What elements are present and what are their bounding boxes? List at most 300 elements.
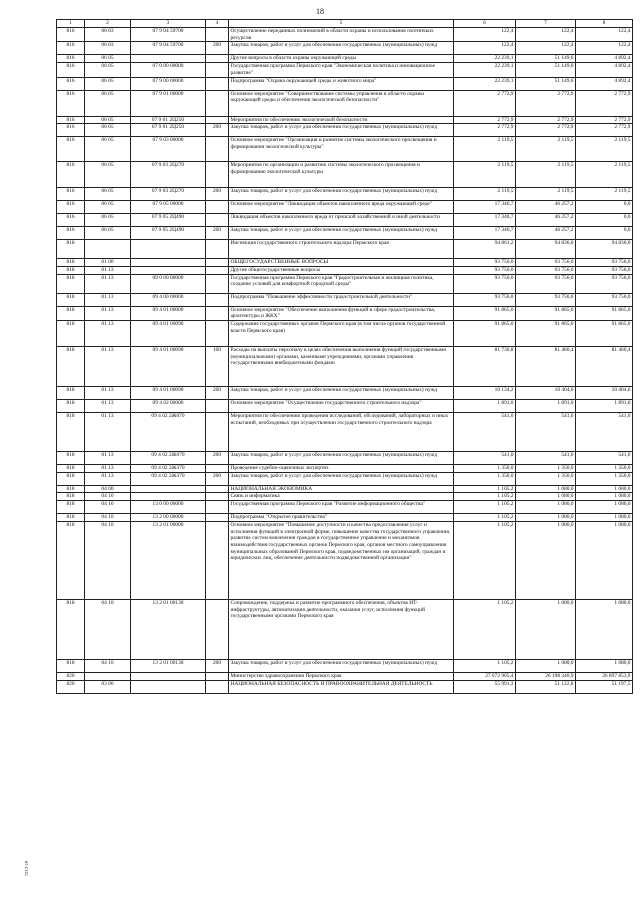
- cell-admin-code: 818: [57, 493, 85, 501]
- cell-target-article: 13 2 00 00000: [131, 514, 206, 522]
- cell-amount-year-3: 0,0: [576, 201, 633, 214]
- table-row: [57, 680, 633, 693]
- cell-admin-code: 818: [57, 521, 85, 599]
- cell-amount-year-2: 2 772,9: [516, 116, 576, 124]
- cell-admin-code: 818: [57, 514, 85, 522]
- cell-amount-year-1: 2 772,9: [454, 90, 516, 116]
- table-row: [57, 493, 633, 501]
- cell-target-article: [131, 259, 206, 267]
- cell-description: Основное мероприятие "Обеспечение выполнения функций в сфере градостроительства, архитектуры и ЖКХ": [229, 306, 454, 320]
- cell-amount-year-3: 1 080,0: [576, 493, 633, 501]
- cell-amount-year-3: 91 865,0: [576, 306, 633, 320]
- cell-section-code: 06 05: [85, 201, 131, 214]
- table-row: [57, 214, 633, 227]
- cell-target-article: 09 4 02 00000: [131, 400, 206, 413]
- cell-amount-year-2: 1 350,0: [516, 465, 576, 473]
- cell-amount-year-2: 93 756,0: [516, 274, 576, 293]
- cell-expense-type: [206, 116, 229, 124]
- cell-amount-year-3: 10 404,6: [576, 387, 633, 400]
- cell-target-article: 09 4 02 2Ж070: [131, 452, 206, 465]
- cell-target-article: [131, 672, 206, 680]
- cell-amount-year-2: 1 080,0: [516, 514, 576, 522]
- cell-description: Проведение судебно-оценочных экспертиз: [229, 465, 454, 473]
- cell-amount-year-3: 0,0: [576, 227, 633, 240]
- cell-admin-code: 820: [57, 672, 85, 680]
- cell-amount-year-1: 94 861,2: [454, 240, 516, 259]
- cell-amount-year-1: 2 772,9: [454, 124, 516, 137]
- cell-section-code: 06 05: [85, 227, 131, 240]
- cell-amount-year-3: 122,4: [576, 28, 633, 42]
- cell-amount-year-1: 91 865,0: [454, 306, 516, 320]
- table-row: [57, 124, 633, 137]
- table-row: [57, 116, 633, 124]
- cell-section-code: 04 10: [85, 521, 131, 599]
- cell-description: Сопровождение, поддержка и развитие программного обеспечения, объектов ИТ-инфраструктуры, автоматизация деятельности, оказания услуг, исполнения функций государственными органами Пермского края: [229, 599, 454, 659]
- cell-description: Мероприятия по обеспечению проведения исследований, обследований, лабораторных и иных испытаний, необходимых при осуществлении государственного строительного надзора: [229, 413, 454, 452]
- cell-description: Закупка товаров, работ и услуг для обеспечения государственных (муниципальных) нужд: [229, 124, 454, 137]
- cell-section-code: 01 13: [85, 452, 131, 465]
- cell-target-article: 13 0 00 00000: [131, 501, 206, 514]
- cell-description: Закупка товаров, работ и услуг для обеспечения государственных (муниципальных) нужд: [229, 42, 454, 55]
- cell-amount-year-3: 2 119,5: [576, 188, 633, 201]
- cell-admin-code: 818: [57, 413, 85, 452]
- cell-admin-code: 818: [57, 293, 85, 306]
- cell-target-article: 07 9 04 59700: [131, 28, 206, 42]
- table-row: [57, 599, 633, 659]
- cell-amount-year-3: 2 119,5: [576, 137, 633, 162]
- cell-description: НАЦИОНАЛЬНАЯ БЕЗОПАСНОСТЬ И ПРАВООХРАНИТЕЛЬНАЯ ДЕЯТЕЛЬНОСТЬ: [229, 680, 454, 693]
- cell-target-article: [131, 240, 206, 259]
- cell-amount-year-3: 122,4: [576, 42, 633, 55]
- cell-target-article: 07 9 03 00000: [131, 137, 206, 162]
- cell-amount-year-2: 1 080,0: [516, 599, 576, 659]
- cell-target-article: 07 9 01 2Ц250: [131, 116, 206, 124]
- table-row: [57, 521, 633, 599]
- cell-target-article: 09 4 01 00090: [131, 387, 206, 400]
- cell-section-code: 06 05: [85, 77, 131, 90]
- cell-section-code: 01 13: [85, 413, 131, 452]
- cell-expense-type: 200: [206, 124, 229, 137]
- cell-admin-code: 818: [57, 240, 85, 259]
- cell-expense-type: [206, 306, 229, 320]
- cell-expense-type: [206, 465, 229, 473]
- cell-description: Осуществление переданных полномочий в области охраны и использования охотничьих ресурсов: [229, 28, 454, 42]
- cell-amount-year-3: 1 080,0: [576, 521, 633, 599]
- cell-amount-year-1: 1 105,2: [454, 599, 516, 659]
- cell-target-article: [131, 493, 206, 501]
- cell-admin-code: 816: [57, 63, 85, 77]
- cell-amount-year-1: 93 756,0: [454, 266, 516, 274]
- cell-description: Закупка товаров, работ и услуг для обеспечения государственных (муниципальных) нужд: [229, 387, 454, 400]
- cell-target-article: 09 4 01 00000: [131, 306, 206, 320]
- cell-section-code: 01 00: [85, 259, 131, 267]
- cell-admin-code: 818: [57, 274, 85, 293]
- cell-amount-year-1: 122,4: [454, 28, 516, 42]
- cell-amount-year-3: 2 772,9: [576, 90, 633, 116]
- cell-section-code: 06 05: [85, 162, 131, 188]
- cell-admin-code: 818: [57, 465, 85, 473]
- table-row: [57, 137, 633, 162]
- table-row: [57, 90, 633, 116]
- cell-description: Закупка товаров, работ и услуг для обеспечения государственных (муниципальных) нужд: [229, 188, 454, 201]
- cell-expense-type: [206, 63, 229, 77]
- cell-amount-year-2: 1 080,0: [516, 485, 576, 493]
- cell-amount-year-2: 2 772,9: [516, 90, 576, 116]
- cell-amount-year-1: 17 346,7: [454, 227, 516, 240]
- cell-admin-code: 818: [57, 400, 85, 413]
- cell-amount-year-2: 51 122,8: [516, 680, 576, 693]
- cell-expense-type: [206, 55, 229, 63]
- cell-section-code: 06 05: [85, 124, 131, 137]
- cell-admin-code: 816: [57, 77, 85, 90]
- cell-admin-code: 818: [57, 659, 85, 672]
- cell-section-code: 04 10: [85, 501, 131, 514]
- cell-amount-year-3: 541,0: [576, 413, 633, 452]
- cell-admin-code: 816: [57, 214, 85, 227]
- table-row: [57, 347, 633, 387]
- cell-amount-year-3: 1 350,0: [576, 472, 633, 485]
- cell-target-article: 07 9 05 2Ц490: [131, 227, 206, 240]
- cell-amount-year-2: 93 756,0: [516, 293, 576, 306]
- cell-expense-type: [206, 77, 229, 90]
- cell-section-code: 04 10: [85, 599, 131, 659]
- cell-section-code: 01 13: [85, 400, 131, 413]
- cell-amount-year-1: 22 239,1: [454, 55, 516, 63]
- cell-amount-year-3: 1 080,0: [576, 485, 633, 493]
- cell-expense-type: [206, 521, 229, 599]
- table-row: [57, 306, 633, 320]
- cell-admin-code: 818: [57, 472, 85, 485]
- cell-expense-type: [206, 28, 229, 42]
- cell-expense-type: [206, 493, 229, 501]
- cell-amount-year-3: 26 897 853,9: [576, 672, 633, 680]
- cell-amount-year-2: 1 891,0: [516, 400, 576, 413]
- cell-expense-type: [206, 321, 229, 347]
- cell-target-article: [131, 485, 206, 493]
- cell-expense-type: [206, 293, 229, 306]
- header-col-8: 8: [576, 20, 633, 28]
- cell-expense-type: [206, 214, 229, 227]
- cell-description: Закупка товаров, работ и услуг для обеспечения государственных (муниципальных) нужд: [229, 452, 454, 465]
- cell-description: НАЦИОНАЛЬНАЯ ЭКОНОМИКА: [229, 485, 454, 493]
- cell-section-code: 01 13: [85, 321, 131, 347]
- cell-amount-year-3: 4 892,4: [576, 77, 633, 90]
- cell-amount-year-3: 93 756,0: [576, 274, 633, 293]
- cell-expense-type: [206, 400, 229, 413]
- cell-section-code: 06 05: [85, 90, 131, 116]
- cell-admin-code: 816: [57, 55, 85, 63]
- cell-description: Мероприятия по обеспечению экологической безопасности: [229, 116, 454, 124]
- cell-admin-code: 816: [57, 227, 85, 240]
- cell-target-article: [131, 266, 206, 274]
- cell-section-code: 01 13: [85, 293, 131, 306]
- table-row: [57, 293, 633, 306]
- cell-expense-type: [206, 266, 229, 274]
- cell-admin-code: 818: [57, 266, 85, 274]
- cell-amount-year-3: 2 119,5: [576, 162, 633, 188]
- cell-section-code: 06 05: [85, 214, 131, 227]
- cell-amount-year-3: 51 197,5: [576, 680, 633, 693]
- table-row: [57, 672, 633, 680]
- cell-description: Основное мероприятие "Ликвидация объектов накопленного вреда окружающей среде": [229, 201, 454, 214]
- cell-admin-code: 816: [57, 124, 85, 137]
- cell-description: Подпрограмма "Охрана окружающей среды и животного мира": [229, 77, 454, 90]
- cell-amount-year-1: 1 105,2: [454, 521, 516, 599]
- cell-amount-year-2: 2 119,5: [516, 162, 576, 188]
- cell-amount-year-3: 4 892,4: [576, 55, 633, 63]
- cell-target-article: 13 2 01 00000: [131, 521, 206, 599]
- cell-expense-type: [206, 680, 229, 693]
- table-row: [57, 413, 633, 452]
- cell-expense-type: [206, 259, 229, 267]
- cell-description: Закупка товаров, работ и услуг для обеспечения государственных (муниципальных) нужд: [229, 472, 454, 485]
- cell-expense-type: [206, 501, 229, 514]
- cell-expense-type: 200: [206, 472, 229, 485]
- table-row: [57, 227, 633, 240]
- cell-amount-year-2: 2 772,9: [516, 124, 576, 137]
- cell-amount-year-3: 94 836,0: [576, 240, 633, 259]
- cell-section-code: 06 05: [85, 63, 131, 77]
- header-col-6: 6: [454, 20, 516, 28]
- table-row: [57, 259, 633, 267]
- table-row: [57, 188, 633, 201]
- cell-description: Основное мероприятие "Повышение доступности и качества предоставления услуг и исполнения функций в электронной форме, повышение качества государственного управления, развитие систем вовлечения граждан в государственное управление и механизмов взаимодействия государственных органов Пермского края, органов местного самоуправления муниципальных образований Пермского края, подведомственных им организаций, граждан и юридических лиц, обеспечение деятельности подведомственной организации": [229, 521, 454, 599]
- cell-amount-year-2: 10 404,6: [516, 387, 576, 400]
- cell-amount-year-3: 93 756,0: [576, 259, 633, 267]
- cell-expense-type: [206, 162, 229, 188]
- table-row: [57, 201, 633, 214]
- cell-amount-year-3: 81 460,4: [576, 347, 633, 387]
- cell-target-article: [131, 55, 206, 63]
- cell-description: Государственная программа Пермского края "Экономическая политика и инновационное развитие": [229, 63, 454, 77]
- cell-admin-code: 820: [57, 680, 85, 693]
- cell-section-code: 01 13: [85, 306, 131, 320]
- cell-expense-type: 100: [206, 347, 229, 387]
- cell-description: Связь и информатика: [229, 493, 454, 501]
- cell-expense-type: [206, 485, 229, 493]
- cell-expense-type: [206, 413, 229, 452]
- cell-admin-code: 818: [57, 501, 85, 514]
- cell-amount-year-1: 1 105,2: [454, 485, 516, 493]
- cell-target-article: 09 4 02 2Ж370: [131, 465, 206, 473]
- table-row: [57, 465, 633, 473]
- cell-section-code: 06 05: [85, 116, 131, 124]
- cell-amount-year-2: 1 080,0: [516, 521, 576, 599]
- cell-amount-year-3: 1 080,0: [576, 599, 633, 659]
- cell-description: Государственная программа Пермского края "Развитие информационного общества": [229, 501, 454, 514]
- cell-amount-year-1: 91 865,0: [454, 321, 516, 347]
- cell-amount-year-2: 541,0: [516, 413, 576, 452]
- cell-target-article: 07 9 05 00000: [131, 201, 206, 214]
- cell-description: Министерство здравоохранения Пермского края: [229, 672, 454, 680]
- cell-amount-year-2: 81 460,4: [516, 347, 576, 387]
- header-row: [57, 20, 633, 28]
- cell-amount-year-2: 46 257,2: [516, 227, 576, 240]
- header-col-4: 4: [206, 20, 229, 28]
- table-row: [57, 400, 633, 413]
- table-row: [57, 266, 633, 274]
- cell-admin-code: 816: [57, 42, 85, 55]
- cell-section-code: 01 13: [85, 266, 131, 274]
- cell-amount-year-2: 51 149,6: [516, 63, 576, 77]
- cell-admin-code: 818: [57, 321, 85, 347]
- cell-section-code: 01 13: [85, 387, 131, 400]
- table-row: [57, 42, 633, 55]
- cell-amount-year-3: 4 892,4: [576, 63, 633, 77]
- cell-amount-year-1: 22 239,1: [454, 77, 516, 90]
- cell-expense-type: 200: [206, 452, 229, 465]
- cell-admin-code: 816: [57, 201, 85, 214]
- cell-target-article: 07 9 04 59700: [131, 42, 206, 55]
- cell-amount-year-2: 93 756,0: [516, 266, 576, 274]
- cell-amount-year-3: 1 080,0: [576, 514, 633, 522]
- cell-section-code: 01 13: [85, 472, 131, 485]
- cell-amount-year-1: 93 756,0: [454, 293, 516, 306]
- cell-amount-year-3: 2 772,9: [576, 116, 633, 124]
- cell-description: Другие общегосударственные вопросы: [229, 266, 454, 274]
- cell-admin-code: 818: [57, 347, 85, 387]
- cell-section-code: [85, 240, 131, 259]
- cell-amount-year-2: 1 080,0: [516, 501, 576, 514]
- header-col-2: 2: [85, 20, 131, 28]
- cell-amount-year-2: 1 080,0: [516, 659, 576, 672]
- cell-amount-year-2: 1 350,0: [516, 472, 576, 485]
- cell-admin-code: 816: [57, 188, 85, 201]
- cell-amount-year-2: 2 119,5: [516, 137, 576, 162]
- document-code: 7212-19: [24, 860, 29, 876]
- cell-amount-year-1: 1 105,2: [454, 659, 516, 672]
- table-row: [57, 501, 633, 514]
- cell-admin-code: 816: [57, 137, 85, 162]
- cell-target-article: 07 9 03 2Ц270: [131, 162, 206, 188]
- cell-section-code: 04 00: [85, 485, 131, 493]
- cell-target-article: 09 4 01 00090: [131, 347, 206, 387]
- header-col-5: 5: [229, 20, 454, 28]
- cell-section-code: [85, 672, 131, 680]
- cell-target-article: 07 9 05 2Ц490: [131, 214, 206, 227]
- header-col-7: 7: [516, 20, 576, 28]
- cell-amount-year-1: 10 134,2: [454, 387, 516, 400]
- table-row: [57, 452, 633, 465]
- cell-amount-year-1: 541,0: [454, 452, 516, 465]
- cell-amount-year-1: 2 772,9: [454, 116, 516, 124]
- cell-expense-type: [206, 514, 229, 522]
- cell-admin-code: 818: [57, 599, 85, 659]
- table-header: [57, 20, 633, 28]
- header-col-1: 1: [57, 20, 85, 28]
- cell-target-article: 09 4 02 2Ж070: [131, 413, 206, 452]
- table-row: [57, 274, 633, 293]
- cell-amount-year-3: 1 350,0: [576, 465, 633, 473]
- cell-amount-year-1: 93 756,0: [454, 259, 516, 267]
- cell-amount-year-2: 2 119,5: [516, 188, 576, 201]
- cell-expense-type: 200: [206, 188, 229, 201]
- cell-admin-code: 816: [57, 162, 85, 188]
- cell-admin-code: 818: [57, 452, 85, 465]
- cell-description: Другие вопросы в области охраны окружающей среды: [229, 55, 454, 63]
- cell-amount-year-3: 541,0: [576, 452, 633, 465]
- table-body: [57, 28, 633, 694]
- cell-description: ОБЩЕГОСУДАРСТВЕННЫЕ ВОПРОСЫ: [229, 259, 454, 267]
- cell-admin-code: 816: [57, 28, 85, 42]
- cell-description: Подпрограмма "Повышение эффективности градостроительной деятельности": [229, 293, 454, 306]
- cell-amount-year-2: 93 756,0: [516, 259, 576, 267]
- cell-section-code: 03 00: [85, 680, 131, 693]
- cell-target-article: 13 2 01 00130: [131, 599, 206, 659]
- cell-description: Инспекция государственного строительного надзора Пермского края: [229, 240, 454, 259]
- cell-description: Расходы на выплаты персоналу в целях обеспечения выполнения функций государственными (муниципальными) органами, казенными учреждениями, органами управления государственными внебюджетными фондами: [229, 347, 454, 387]
- cell-amount-year-3: 1 080,0: [576, 501, 633, 514]
- cell-admin-code: 816: [57, 90, 85, 116]
- page-number: 18: [316, 7, 324, 16]
- cell-amount-year-1: 55 991,3: [454, 680, 516, 693]
- cell-section-code: 06 05: [85, 137, 131, 162]
- cell-target-article: [131, 680, 206, 693]
- table-row: [57, 240, 633, 259]
- table-row: [57, 659, 633, 672]
- cell-target-article: 07 9 01 2Ц250: [131, 124, 206, 137]
- cell-amount-year-1: 2 119,5: [454, 162, 516, 188]
- cell-amount-year-2: 51 149,6: [516, 77, 576, 90]
- cell-amount-year-3: 2 772,9: [576, 124, 633, 137]
- cell-target-article: 07 9 00 00000: [131, 77, 206, 90]
- cell-description: Закупка товаров, работ и услуг для обеспечения государственных (муниципальных) нужд: [229, 227, 454, 240]
- cell-description: Содержание государственных органов Пермского края (в том числе органов государственной власти Пермского края): [229, 321, 454, 347]
- cell-amount-year-2: 46 257,2: [516, 201, 576, 214]
- cell-amount-year-2: 51 149,6: [516, 55, 576, 63]
- cell-expense-type: 200: [206, 659, 229, 672]
- cell-expense-type: [206, 137, 229, 162]
- cell-section-code: 01 13: [85, 274, 131, 293]
- table-row: [57, 55, 633, 63]
- cell-amount-year-2: 541,0: [516, 452, 576, 465]
- table-row: [57, 321, 633, 347]
- cell-description: Основное мероприятие "Организация и развитие системы экологического просвещения и формирования экологической культуры": [229, 137, 454, 162]
- cell-expense-type: [206, 274, 229, 293]
- table-row: [57, 514, 633, 522]
- cell-section-code: 04 10: [85, 514, 131, 522]
- table-row: [57, 162, 633, 188]
- cell-amount-year-1: 81 730,8: [454, 347, 516, 387]
- cell-admin-code: 818: [57, 259, 85, 267]
- table-row: [57, 485, 633, 493]
- table-row: [57, 387, 633, 400]
- cell-amount-year-1: 17 346,7: [454, 201, 516, 214]
- cell-admin-code: 818: [57, 306, 85, 320]
- cell-target-article: 09 4 02 2Ж370: [131, 472, 206, 485]
- cell-target-article: 07 9 03 2Ц270: [131, 188, 206, 201]
- cell-amount-year-2: 122,4: [516, 28, 576, 42]
- cell-admin-code: 818: [57, 485, 85, 493]
- cell-target-article: 07 9 01 00000: [131, 90, 206, 116]
- cell-description: Ликвидация объектов накопленного вреда от прошлой хозяйственной и иной деятельности: [229, 214, 454, 227]
- cell-section-code: 01 13: [85, 347, 131, 387]
- cell-target-article: 09 4 01 00090: [131, 321, 206, 347]
- cell-amount-year-1: 1 350,0: [454, 472, 516, 485]
- cell-amount-year-3: 93 756,0: [576, 266, 633, 274]
- cell-amount-year-3: 1 891,0: [576, 400, 633, 413]
- cell-section-code: 06 05: [85, 188, 131, 201]
- cell-description: Мероприятия по организации и развитию системы экологического просвещения и формированию экологической культуры: [229, 162, 454, 188]
- cell-section-code: 06 05: [85, 55, 131, 63]
- cell-amount-year-1: 1 350,0: [454, 465, 516, 473]
- cell-description: Подпрограмма "Открытое правительство": [229, 514, 454, 522]
- cell-amount-year-1: 17 346,7: [454, 214, 516, 227]
- table-row: [57, 77, 633, 90]
- budget-table: [56, 19, 633, 694]
- cell-expense-type: [206, 201, 229, 214]
- cell-target-article: 07 0 00 00000: [131, 63, 206, 77]
